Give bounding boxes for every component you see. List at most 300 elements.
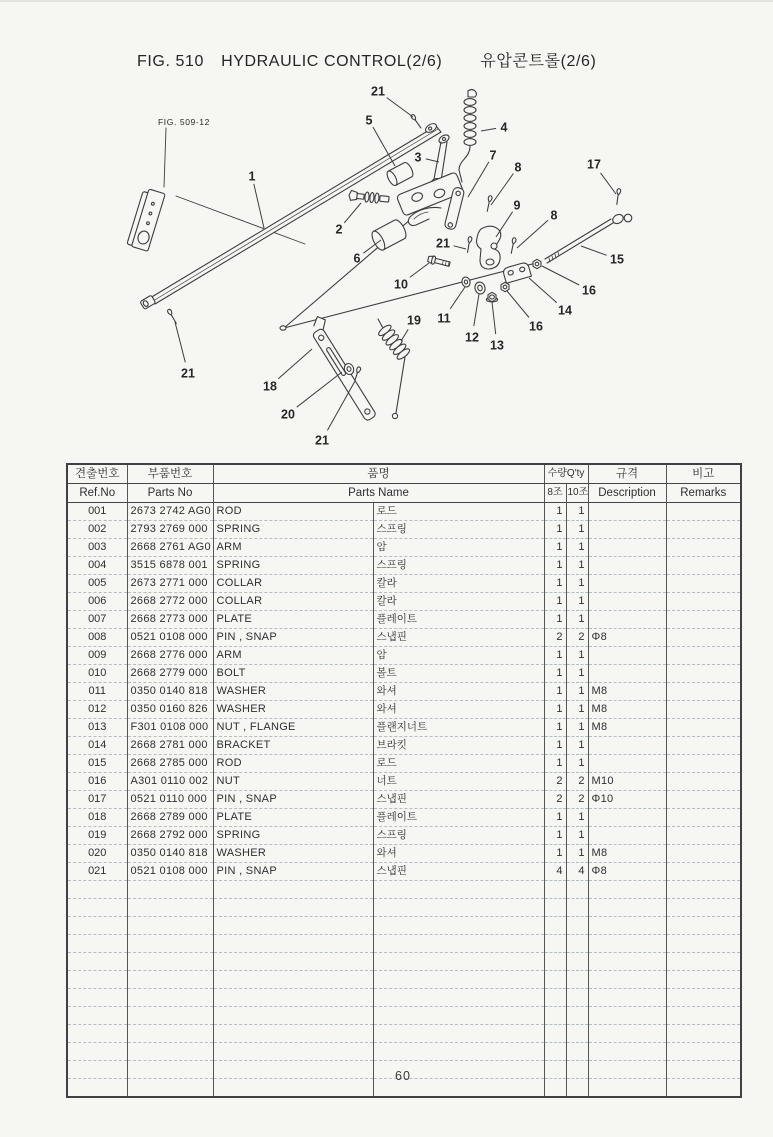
- cell-qty10: 1: [566, 557, 588, 575]
- cell-desc: [588, 665, 666, 683]
- callout-label: 12: [465, 330, 479, 345]
- col-header-qty8: 8조: [544, 484, 566, 503]
- cell-desc: [588, 593, 666, 611]
- cell-name-en: NUT: [213, 773, 373, 791]
- cell-name-en: NUT , FLANGE: [213, 719, 373, 737]
- callout-leader-line: [297, 372, 342, 407]
- cell-part-no: 0521 0108 000: [127, 863, 213, 881]
- table-row: [67, 647, 741, 665]
- cell-ref: 002: [67, 521, 127, 539]
- cell-name-en: SPRING: [213, 557, 373, 575]
- cell-name-en: [213, 1043, 373, 1061]
- table-header-english: [67, 484, 741, 503]
- cell-name-en: BOLT: [213, 665, 373, 683]
- callout-leader-line: [496, 212, 513, 237]
- cell-remarks: [666, 863, 741, 881]
- cell-ref: 004: [67, 557, 127, 575]
- cell-name-kr: 스프링: [373, 521, 544, 539]
- cell-qty8: 1: [544, 647, 566, 665]
- callout-label: 15: [610, 252, 624, 267]
- cell-qty8: 1: [544, 539, 566, 557]
- callout-label: 7: [489, 148, 497, 163]
- cell-qty10: 1: [566, 683, 588, 701]
- callout-label: 21: [181, 366, 195, 381]
- callout-label: 11: [437, 311, 451, 326]
- callout-leader-line: [542, 266, 579, 285]
- cell-part-no: 0350 0160 826: [127, 701, 213, 719]
- cell-desc: Φ8: [588, 863, 666, 881]
- cell-desc: M8: [588, 701, 666, 719]
- cell-qty10: 1: [566, 827, 588, 845]
- spring-part-4: [459, 90, 477, 183]
- cell-remarks: [666, 953, 741, 971]
- nut-part-16-right: [533, 259, 541, 268]
- cell-part-no: [127, 935, 213, 953]
- cell-qty10: 4: [566, 863, 588, 881]
- col-header-name-en: Parts Name: [213, 484, 544, 503]
- col-header-remarks-kr: 비고: [666, 464, 741, 484]
- cell-remarks: [666, 737, 741, 755]
- note-leader-line: [164, 128, 166, 187]
- callout-leader-line: [278, 349, 312, 379]
- cell-name-kr: 칼라: [373, 575, 544, 593]
- cell-ref: 014: [67, 737, 127, 755]
- cell-qty8: [544, 1025, 566, 1043]
- callout-label: 17: [587, 157, 601, 172]
- cell-part-no: [127, 881, 213, 899]
- cell-remarks: [666, 935, 741, 953]
- cell-name-en: PIN , SNAP: [213, 629, 373, 647]
- cell-qty8: 2: [544, 773, 566, 791]
- cell-ref: 009: [67, 647, 127, 665]
- cell-part-no: 0350 0140 818: [127, 683, 213, 701]
- cell-remarks: [666, 647, 741, 665]
- cell-part-no: [127, 989, 213, 1007]
- table-row: [67, 593, 741, 611]
- cell-remarks: [666, 773, 741, 791]
- callout-leader-line: [401, 329, 408, 341]
- cell-qty10: 1: [566, 503, 588, 521]
- callout-leader-line: [507, 291, 529, 318]
- cell-qty8: 1: [544, 809, 566, 827]
- collar-part-6: [370, 218, 409, 252]
- washer-part-11: [461, 276, 471, 288]
- cell-remarks: [666, 791, 741, 809]
- cell-qty10: 1: [566, 575, 588, 593]
- cell-part-no: 2668 2761 AG0: [127, 539, 213, 557]
- callout-label: 20: [281, 407, 295, 422]
- cell-name-en: SPRING: [213, 827, 373, 845]
- cell-name-kr: 스냅핀: [373, 629, 544, 647]
- cell-ref: 003: [67, 539, 127, 557]
- cell-name-kr: 로드: [373, 755, 544, 773]
- cell-name-kr: 스프링: [373, 827, 544, 845]
- cell-qty8: 1: [544, 701, 566, 719]
- title-korean: 유압콘트롤(2/6): [480, 53, 597, 70]
- cell-name-kr: [373, 989, 544, 1007]
- cell-desc: [588, 1007, 666, 1025]
- cell-name-en: [213, 989, 373, 1007]
- cell-remarks: [666, 827, 741, 845]
- cell-remarks: [666, 971, 741, 989]
- cell-desc: [588, 647, 666, 665]
- cell-name-kr: 플레이트: [373, 611, 544, 629]
- cell-qty8: [544, 971, 566, 989]
- cell-desc: [588, 611, 666, 629]
- cell-remarks: [666, 899, 741, 917]
- cell-qty10: 1: [566, 539, 588, 557]
- cell-qty10: [566, 971, 588, 989]
- cell-name-en: COLLAR: [213, 593, 373, 611]
- cell-name-en: [213, 1025, 373, 1043]
- cell-remarks: [666, 503, 741, 521]
- callout-label: 10: [394, 277, 408, 292]
- cell-qty8: 1: [544, 665, 566, 683]
- table-header-korean: [67, 464, 741, 484]
- cell-desc: [588, 971, 666, 989]
- cell-part-no: 2668 2776 000: [127, 647, 213, 665]
- table-row: [67, 737, 741, 755]
- cell-part-no: 3515 6878 001: [127, 557, 213, 575]
- cell-part-no: F301 0108 000: [127, 719, 213, 737]
- cell-part-no: [127, 953, 213, 971]
- cell-ref: 019: [67, 827, 127, 845]
- cell-name-en: [213, 953, 373, 971]
- callout-leader-line: [454, 246, 466, 249]
- cell-qty10: [566, 899, 588, 917]
- spring-part-2: [349, 190, 390, 204]
- cell-part-no: 2668 2773 000: [127, 611, 213, 629]
- cell-remarks: [666, 683, 741, 701]
- cell-remarks: [666, 539, 741, 557]
- cell-name-kr: 스냅핀: [373, 791, 544, 809]
- col-header-ref-kr: 견출번호: [67, 464, 127, 484]
- cell-name-kr: 플랜지너트: [373, 719, 544, 737]
- cell-ref: [67, 935, 127, 953]
- table-row: [67, 773, 741, 791]
- cell-remarks: [666, 1043, 741, 1061]
- table-row: [67, 503, 741, 521]
- cell-part-no: 2668 2792 000: [127, 827, 213, 845]
- callout-leader-line: [529, 278, 557, 303]
- cell-qty10: 1: [566, 665, 588, 683]
- cell-qty8: [544, 1007, 566, 1025]
- callout-leader-line: [474, 294, 479, 326]
- callout-label: 21: [371, 84, 385, 99]
- cell-name-kr: [373, 899, 544, 917]
- cell-remarks: [666, 1025, 741, 1043]
- callout-leader-line: [491, 174, 513, 206]
- cell-remarks: [666, 611, 741, 629]
- cell-name-en: SPRING: [213, 521, 373, 539]
- cell-ref: 005: [67, 575, 127, 593]
- col-header-ref-en: Ref.No: [67, 484, 127, 503]
- cell-ref: 010: [67, 665, 127, 683]
- page-number: 60: [395, 1069, 411, 1083]
- cell-qty10: [566, 917, 588, 935]
- callout-label: 21: [315, 433, 329, 448]
- cell-name-kr: 와셔: [373, 845, 544, 863]
- cell-remarks: [666, 989, 741, 1007]
- cell-qty8: [544, 989, 566, 1007]
- cell-remarks: [666, 809, 741, 827]
- cell-qty8: 1: [544, 611, 566, 629]
- col-header-partno-en: Parts No: [127, 484, 213, 503]
- cell-ref: 018: [67, 809, 127, 827]
- cell-qty8: [544, 953, 566, 971]
- table-row: [67, 791, 741, 809]
- callout-leader-line: [410, 263, 429, 277]
- cell-ref: 015: [67, 755, 127, 773]
- nut-part-16-lower: [501, 282, 509, 291]
- table-row: [67, 665, 741, 683]
- callout-label: 13: [490, 338, 504, 353]
- cell-desc: [588, 755, 666, 773]
- cell-desc: [588, 809, 666, 827]
- callout-leader-line: [387, 98, 413, 117]
- cell-remarks: [666, 521, 741, 539]
- cell-part-no: 2668 2779 000: [127, 665, 213, 683]
- cell-name-kr: [373, 917, 544, 935]
- col-header-desc-en: Description: [588, 484, 666, 503]
- table-row: [67, 521, 741, 539]
- col-header-qty-kr: 수량Q'ty: [544, 464, 588, 484]
- cell-name-kr: 암: [373, 539, 544, 557]
- parts-table: [66, 463, 742, 1098]
- parts-diagram: [0, 0, 773, 460]
- col-header-remarks-en: Remarks: [666, 484, 741, 503]
- cell-name-kr: 와셔: [373, 701, 544, 719]
- pedal-plate: [127, 188, 166, 252]
- callout-label: 9: [513, 198, 521, 213]
- cell-name-en: WASHER: [213, 701, 373, 719]
- cell-qty10: 2: [566, 791, 588, 809]
- cell-part-no: 2793 2769 000: [127, 521, 213, 539]
- cell-qty8: 4: [544, 863, 566, 881]
- table-row-empty: [67, 1025, 741, 1043]
- cell-remarks: [666, 755, 741, 773]
- cell-ref: [67, 1007, 127, 1025]
- cell-qty8: 2: [544, 629, 566, 647]
- cell-part-no: [127, 1025, 213, 1043]
- table-row-empty: [67, 971, 741, 989]
- cell-part-no: 0350 0140 818: [127, 845, 213, 863]
- cell-qty10: 1: [566, 701, 588, 719]
- cell-name-kr: 칼라: [373, 593, 544, 611]
- cell-remarks: [666, 917, 741, 935]
- washer-part-12: [474, 281, 487, 295]
- cell-ref: 012: [67, 701, 127, 719]
- flange-nut-part-13: [486, 292, 497, 302]
- table-row: [67, 701, 741, 719]
- cell-name-en: COLLAR: [213, 575, 373, 593]
- table-row: [67, 611, 741, 629]
- cell-name-kr: [373, 953, 544, 971]
- cell-name-en: ARM: [213, 647, 373, 665]
- cell-qty8: 1: [544, 755, 566, 773]
- table-row-empty: [67, 1043, 741, 1061]
- cell-name-en: [213, 917, 373, 935]
- cell-qty10: 1: [566, 755, 588, 773]
- cell-remarks: [666, 881, 741, 899]
- cell-qty10: 2: [566, 629, 588, 647]
- cell-desc: [588, 953, 666, 971]
- cell-ref: 001: [67, 503, 127, 521]
- callout-label: 5: [365, 113, 373, 128]
- table-row: [67, 827, 741, 845]
- cell-desc: Φ10: [588, 791, 666, 809]
- cell-desc: [588, 881, 666, 899]
- cell-qty8: 2: [544, 791, 566, 809]
- callout-label: 19: [407, 313, 421, 328]
- table-row: [67, 863, 741, 881]
- cell-qty10: [566, 1043, 588, 1061]
- cell-name-en: ARM: [213, 539, 373, 557]
- col-header-desc-kr: 규격: [588, 464, 666, 484]
- callout-label: 16: [582, 283, 596, 298]
- table-row-empty: [67, 989, 741, 1007]
- cell-qty8: [544, 1043, 566, 1061]
- cell-remarks: [666, 845, 741, 863]
- cell-remarks: [666, 701, 741, 719]
- callout-label: 2: [335, 222, 343, 237]
- cell-qty8: [544, 881, 566, 899]
- cell-qty10: 1: [566, 737, 588, 755]
- cell-name-en: PLATE: [213, 611, 373, 629]
- cell-name-en: [213, 1007, 373, 1025]
- table-row: [67, 683, 741, 701]
- cell-name-kr: 암: [373, 647, 544, 665]
- callout-leader-line: [481, 128, 496, 131]
- cell-ref: 011: [67, 683, 127, 701]
- cell-desc: M8: [588, 719, 666, 737]
- cell-name-en: PLATE: [213, 809, 373, 827]
- table-row: [67, 719, 741, 737]
- bracket-part-14: [502, 262, 531, 284]
- cell-qty10: [566, 1007, 588, 1025]
- cell-name-kr: 볼트: [373, 665, 544, 683]
- cell-remarks: [666, 1007, 741, 1025]
- cell-name-kr: 플레이트: [373, 809, 544, 827]
- cell-qty8: 1: [544, 683, 566, 701]
- cell-qty10: [566, 881, 588, 899]
- cell-name-en: [213, 935, 373, 953]
- cell-part-no: [127, 1043, 213, 1061]
- table-row-empty: [67, 935, 741, 953]
- cell-remarks: [666, 719, 741, 737]
- cell-name-kr: 로드: [373, 503, 544, 521]
- table-row: [67, 539, 741, 557]
- callout-leader-line: [344, 203, 361, 223]
- cell-ref: [67, 971, 127, 989]
- bolt-part-10: [427, 255, 450, 268]
- cell-part-no: 0521 0108 000: [127, 629, 213, 647]
- cell-qty8: [544, 917, 566, 935]
- cell-qty10: 1: [566, 809, 588, 827]
- callout-leader-line: [450, 287, 465, 309]
- callout-leader-line: [468, 162, 489, 197]
- cell-name-en: BRACKET: [213, 737, 373, 755]
- cell-name-kr: [373, 881, 544, 899]
- cell-name-kr: 와셔: [373, 683, 544, 701]
- cell-desc: Φ8: [588, 629, 666, 647]
- cell-name-kr: [373, 1007, 544, 1025]
- cell-ref: 008: [67, 629, 127, 647]
- spring-part-19: [377, 319, 411, 419]
- cell-desc: [588, 827, 666, 845]
- cell-desc: M8: [588, 683, 666, 701]
- cell-qty10: [566, 953, 588, 971]
- cell-desc: [588, 575, 666, 593]
- cell-part-no: [127, 917, 213, 935]
- col-header-partno-kr: 부품번호: [127, 464, 213, 484]
- cell-remarks: [666, 593, 741, 611]
- callout-leader-line: [327, 381, 355, 430]
- callout-leader-line: [254, 184, 264, 228]
- arm-part-9: [477, 226, 501, 269]
- cell-desc: [588, 917, 666, 935]
- cell-ref: 020: [67, 845, 127, 863]
- cell-desc: [588, 899, 666, 917]
- cell-name-en: [213, 881, 373, 899]
- cell-desc: [588, 1043, 666, 1061]
- callout-label: 3: [414, 150, 422, 165]
- callout-label: 18: [263, 379, 277, 394]
- cell-part-no: [127, 971, 213, 989]
- cell-qty10: 1: [566, 521, 588, 539]
- callout-leader-line: [175, 322, 185, 362]
- cell-qty8: 1: [544, 593, 566, 611]
- cell-desc: [588, 557, 666, 575]
- cell-qty8: [544, 935, 566, 953]
- cell-ref: [67, 881, 127, 899]
- cell-desc: [588, 935, 666, 953]
- cell-qty10: 1: [566, 593, 588, 611]
- cell-qty8: 1: [544, 575, 566, 593]
- cell-name-kr: [373, 971, 544, 989]
- cell-name-en: WASHER: [213, 845, 373, 863]
- callout-leader-line: [581, 246, 607, 255]
- cell-name-en: PIN , SNAP: [213, 791, 373, 809]
- cell-qty10: 1: [566, 845, 588, 863]
- cell-name-kr: [373, 935, 544, 953]
- cell-qty10: 1: [566, 719, 588, 737]
- callout-label: 21: [436, 236, 450, 251]
- cell-part-no: 2668 2785 000: [127, 755, 213, 773]
- cell-ref: 013: [67, 719, 127, 737]
- table-row: [67, 575, 741, 593]
- cell-desc: [588, 503, 666, 521]
- callout-label: 8: [514, 160, 522, 175]
- table-row-empty: [67, 917, 741, 935]
- cell-remarks: [666, 629, 741, 647]
- callout-label: 16: [529, 319, 543, 334]
- cell-part-no: [127, 1007, 213, 1025]
- cell-name-kr: 스냅핀: [373, 863, 544, 881]
- cell-qty10: [566, 1025, 588, 1043]
- cell-part-no: A301 0110 002: [127, 773, 213, 791]
- cell-desc: [588, 1025, 666, 1043]
- cell-part-no: 0521 0110 000: [127, 791, 213, 809]
- table-row-empty: [67, 899, 741, 917]
- cell-ref: 006: [67, 593, 127, 611]
- table-row-empty: [67, 881, 741, 899]
- table-row: [67, 809, 741, 827]
- cell-qty10: [566, 935, 588, 953]
- cell-name-en: WASHER: [213, 683, 373, 701]
- callout-leader-line: [601, 173, 617, 194]
- col-header-name-kr: 품명: [213, 464, 544, 484]
